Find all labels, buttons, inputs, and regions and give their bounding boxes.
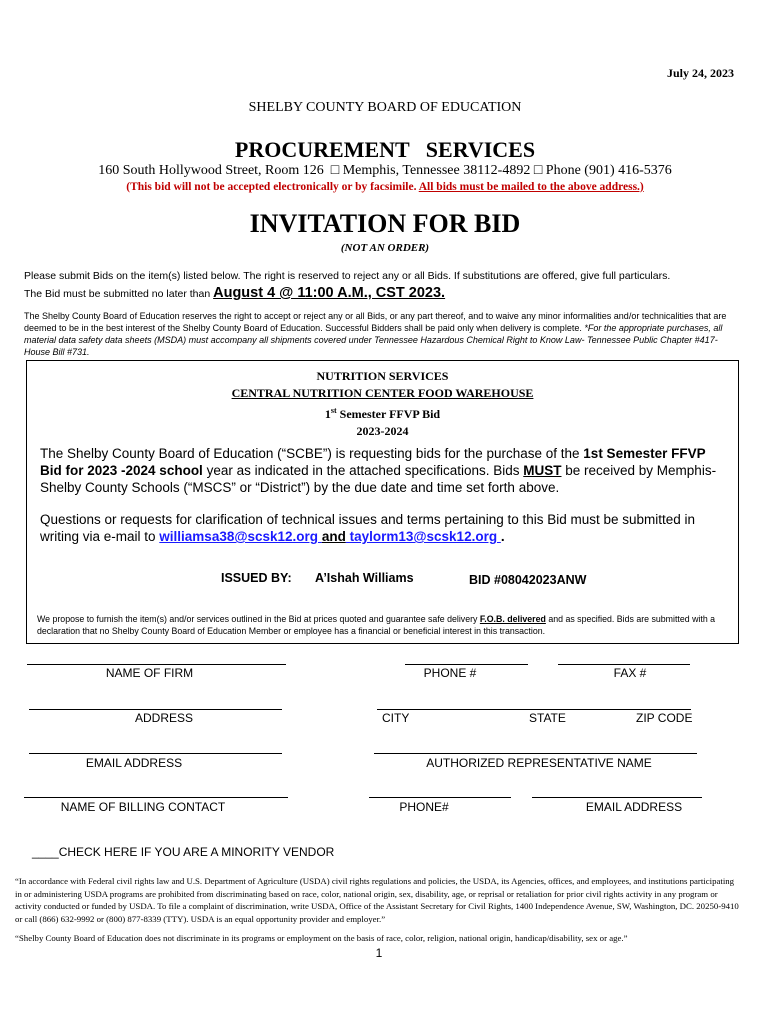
minority-vendor-check[interactable] — [32, 845, 334, 859]
fax-line[interactable] — [558, 664, 690, 665]
questions-paragraph: Questions or requests for clarification of technical issues and terms pertaining to this Bid must be submitted in writing via e-mail to williamsa38@scsk12.org and taylorm13@scsk12.org . — [40, 512, 696, 544]
box-line-warehouse: CENTRAL NUTRITION CENTER FOOD WAREHOUSE — [231, 386, 534, 400]
name-of-firm-label: NAME OF FIRM — [105, 666, 194, 680]
email-link-williams[interactable]: williamsa38@scsk12.org — [159, 529, 322, 544]
address-line: 160 South Hollywood Street, Room 126 □ Memphis, Tennessee 38112-4892 □ Phone (901) 416-5376 — [98, 163, 672, 178]
box-line-year: 2023-2024 — [356, 424, 409, 438]
box-line-nutrition: NUTRITION SERVICES — [316, 369, 449, 383]
email-line[interactable] — [29, 753, 282, 754]
terms-text: The Shelby County Board of Education reserves the right to accept or reject any or all Bids, or any part thereof, and to waive any minor informalities and/or technicalities that are deemed to be in the best interest of the Shelby County Board of Education. Successful Bidders shall be paid only when delivery is complete. — [24, 311, 727, 333]
invitation-title: INVITATION FOR BID — [249, 209, 521, 238]
zip-label: ZIP CODE — [636, 711, 693, 725]
billing-contact-label: NAME OF BILLING CONTACT — [60, 800, 226, 814]
bid-number: BID #08042023ANW — [469, 573, 587, 587]
terms-paragraph — [24, 310, 736, 358]
email-label: EMAIL ADDRESS — [85, 756, 183, 770]
organization-name: SHELBY COUNTY BOARD OF EDUCATION — [248, 100, 522, 115]
box-heading — [26, 368, 739, 440]
deadline-date: August 4 @ 11:00 A.M., CST 2023. — [213, 285, 446, 301]
deadline-prefix: The Bid must be submitted no later than — [24, 288, 214, 300]
phone2-line[interactable] — [369, 797, 511, 798]
deadline-line — [24, 284, 764, 302]
box-line-semester: 1st Semester FFVP Bid — [324, 406, 441, 421]
state-label: STATE — [529, 711, 566, 725]
nondiscrimination-statement: “Shelby County Board of Education does not discriminate in its programs or employment on the basis of race, color, religion, national origin, handicap/disability, sex or age.” — [15, 933, 628, 943]
address-line-field[interactable] — [29, 709, 282, 710]
phone-line[interactable] — [405, 664, 528, 665]
submit-instructions: Please submit Bids on the item(s) listed below. The right is reserved to reject any or all Bids. If substitutions are offered, give full particulars. — [24, 270, 671, 282]
page-number: 1 — [375, 946, 383, 960]
phone-label: PHONE # — [423, 666, 477, 680]
address-label: ADDRESS — [134, 711, 193, 725]
and-connector: and — [321, 529, 346, 544]
usda-statement: “In accordance with Federal civil rights law and U.S. Department of Agriculture (USDA) civil rights regulations and policies, the USDA, its Agencies, offices, and employees, and institutions participating in or administering USDA programs are prohibited from discriminating based on race, color, national origin, sex, disability, age, or reprisal or retaliation for prior civil rights activity in any program or activity conducted or funded by USDA. To file a complaint of discrimination, write USDA, Office of the Assistant Secretary for Civil Rights, 1400 Independence Avenue, SW, Washington, DC. 20250-9410 or call (866) 632-9992 or (800) 877-8339 (TTY). USDA is an equal opportunity provider and employer.” — [15, 876, 739, 924]
auth-rep-label: AUTHORIZED REPRESENTATIVE NAME — [426, 756, 652, 770]
email2-line[interactable] — [532, 797, 702, 798]
submission-warning — [0, 181, 770, 193]
firm-name-line[interactable] — [27, 664, 286, 665]
city-state-zip-line[interactable] — [377, 709, 691, 710]
fob-declaration: We propose to furnish the item(s) and/or services outlined in the Bid at prices quoted and guarantee safe delivery F.O.B. delivered and as specified. Bids are submitted with a declaration that no Shelby County Board of Education Member or employee has a financial or beneficial interest in this transaction. — [37, 614, 716, 636]
city-label: CITY — [382, 711, 410, 725]
billing-contact-line[interactable] — [24, 797, 288, 798]
warning-underlined: All bids must be mailed to the above address.) — [418, 181, 644, 193]
msda-note: *For the appropriate purchases, all material data safety data sheets (MSDA) must accompany all shipments covered under Tennessee Hazardous Chemical Right to Know Law- Tennessee Public Chapter #417- House Bill #731. — [24, 323, 723, 357]
department-title: PROCUREMENT SERVICES — [234, 137, 536, 162]
issued-by-name: A’Ishah Williams — [315, 571, 414, 585]
minority-checkbox-blank[interactable]: ____ — [32, 845, 59, 859]
scbe-request-paragraph: The Shelby County Board of Education (“SCBE”) is requesting bids for the purchase of the 1st Semester FFVP Bid for 2023 -2024 school year as indicated in the attached specifications. Bids MUST be received by Memphis-Shelby County Schools (“MSCS” or “District”) by the due date and time set forth above. — [40, 446, 717, 495]
document-date: July 24, 2023 — [666, 66, 734, 80]
auth-rep-line[interactable] — [374, 753, 697, 754]
email2-label: EMAIL ADDRESS — [585, 800, 683, 814]
warning-text: (This bid will not be accepted electronically or by facsimile. — [126, 181, 419, 193]
minority-vendor-label: CHECK HERE IF YOU ARE A MINORITY VENDOR — [58, 845, 335, 859]
fax-label: FAX # — [613, 666, 647, 680]
phone2-label: PHONE# — [399, 800, 449, 814]
email-link-taylor[interactable]: taylorm13@scsk12.org — [345, 529, 501, 544]
issued-by-label: ISSUED BY: — [221, 571, 292, 585]
not-an-order: (NOT AN ORDER) — [340, 242, 430, 254]
